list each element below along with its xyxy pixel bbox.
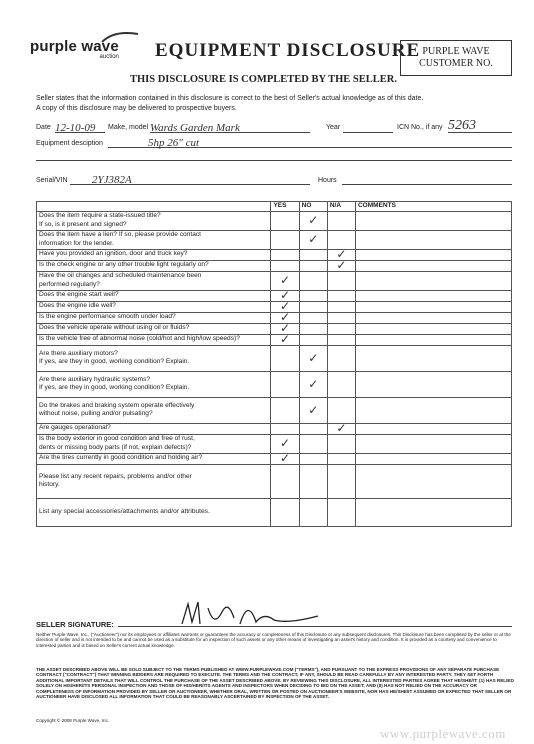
question-cell: Is the check engine or any other trouble light regularly on?: [37, 260, 271, 271]
icn-field[interactable]: [448, 116, 512, 133]
no-checkbox[interactable]: [299, 453, 327, 464]
checkmark-icon: ✓: [280, 288, 291, 303]
checkmark-icon: ✓: [308, 350, 319, 365]
yes-checkbox[interactable]: [271, 334, 299, 345]
yes-checkbox[interactable]: [271, 397, 299, 423]
table-row: [37, 464, 512, 498]
table-row: [37, 453, 512, 464]
logo-text: purple wave: [30, 38, 119, 55]
question-cell: Does the item require a state-issued title? If so, is it present and signed?: [37, 211, 271, 230]
table-row: [37, 371, 512, 397]
no-checkbox[interactable]: [299, 271, 327, 290]
table-row: [37, 498, 512, 526]
question-cell: Are there auxiliary hydraulic systems? If yes, are they in good, working condition? Explain.: [37, 371, 271, 397]
table-row: [37, 271, 512, 290]
description-label: Equipment desciption: [36, 140, 103, 147]
wave-swoosh-icon: [100, 30, 140, 44]
header-comments: COMMENTS: [355, 202, 511, 212]
comments-cell[interactable]: [355, 464, 511, 498]
comments-cell[interactable]: [355, 423, 511, 434]
customer-box-line1: PURPLE WAVE: [422, 46, 490, 57]
date-label: Date: [36, 124, 51, 131]
table-row: [37, 397, 512, 423]
question-cell: Is the body exterior in good condition and free of rust, dents or missing body parts (if not, explain defects)?: [37, 434, 271, 453]
disclosure-table: [36, 201, 512, 527]
no-checkbox[interactable]: [299, 423, 327, 434]
yes-checkbox[interactable]: [271, 434, 299, 453]
na-checkbox[interactable]: [327, 230, 355, 249]
yes-checkbox[interactable]: [271, 211, 299, 230]
comments-cell[interactable]: [355, 290, 511, 301]
table-row: [37, 423, 512, 434]
hours-label: Hours: [318, 177, 337, 184]
na-checkbox[interactable]: [327, 397, 355, 423]
comments-cell[interactable]: [355, 301, 511, 312]
comments-cell[interactable]: [355, 345, 511, 371]
yes-checkbox[interactable]: [271, 230, 299, 249]
no-checkbox[interactable]: [299, 260, 327, 271]
question-cell: Does the item have a lien? If so, please provide contact information for the lender.: [37, 230, 271, 249]
na-checkbox[interactable]: [327, 434, 355, 453]
checkmark-icon: ✓: [280, 436, 291, 451]
na-checkbox[interactable]: [327, 345, 355, 371]
comments-cell[interactable]: [355, 230, 511, 249]
table-row: [37, 312, 512, 323]
header-na: N/A: [327, 202, 355, 212]
no-checkbox[interactable]: [299, 211, 327, 230]
table-row: [37, 323, 512, 334]
no-checkbox[interactable]: [299, 301, 327, 312]
question-cell: Does the engine start well?: [37, 290, 271, 301]
na-checkbox[interactable]: [327, 260, 355, 271]
yes-checkbox[interactable]: [271, 345, 299, 371]
no-checkbox[interactable]: [299, 434, 327, 453]
question-cell: Are there auxiliary motors? If yes, are they in good, working condition? Explain.: [37, 345, 271, 371]
no-checkbox[interactable]: [299, 312, 327, 323]
yes-checkbox[interactable]: [271, 260, 299, 271]
make-field[interactable]: [150, 118, 310, 133]
header-no: NO: [299, 202, 327, 212]
no-checkbox[interactable]: [299, 345, 327, 371]
question-cell: Do the brakes and braking system operate effectively without noise, pulling and/or pulsating?: [37, 397, 271, 423]
header-yes: YES: [271, 202, 299, 212]
checkmark-icon: ✓: [280, 310, 291, 325]
checkmark-icon: ✓: [280, 451, 291, 466]
table-row: [37, 301, 512, 312]
watermark: www.purplewave.com: [380, 726, 506, 741]
logo-subtext: auction: [99, 54, 119, 60]
na-checkbox[interactable]: [327, 464, 355, 498]
yes-checkbox[interactable]: [271, 498, 299, 526]
no-checkbox[interactable]: [299, 249, 327, 260]
terms-text: THE ASSET DESCRIBED ABOVE WILL BE SOLD SUBJECT TO THE TERMS PUBLISHED AT WWW.PURPLEWAVE.COM ("TERMS"), AND PURSUANT TO THE EXPRESS PROVISIONS OF ANY SEPARATE PURCHASE CONTRACT ("CONTRACT") THAT WINNING BIDDERS ARE REQUIRED TO EXECUTE. THE TERMS AND THE CONTRACT, IF ANY, SHOULD BE READ CAREFULLY BY ANY INTERESTED PARTY. THEY SET FORTH ADDITIONAL IMPORTANT DETAILS THAT WILL CONTROL THE PURCHASE OF THE ASSET DESCRIBED ABOVE. BY REVIEWING THIS DISCLOSURE, ALL INTERESTED PARTIES AGREE THAT HE/SHE/IT: (1) HAS RELIED SOLELY ON HIS/HER/ITS PERSONAL INSPECTION AND THOSE OF HIS/HER/ITS AGENTS AND INSPECTORS WHEN DECIDING TO BID ON THE ASSET; AND (II) HAS NOT RELIED ON THE ACCURACY OR COMPLETENESS OF INFORMATION PROVIDED BY SELLER OR AUCTIONEER, WHETHER ORAL, WRITTEN OR POSTED ON AUCTIONEER'S WEBSITE, NOR HAS HE/SHE/IT ASSUMED OR EXPECTED THAT SELLER OR AUCTIONEER HAVE DISCLOSED ALL INFORMATION THAT COULD BE REASONABLY ASCERTAINED BY INSPECTION OF THE ASSET.: [36, 667, 514, 700]
icn-value: 5263: [448, 118, 476, 133]
comments-cell[interactable]: [355, 453, 511, 464]
checkmark-icon: ✓: [308, 232, 319, 247]
make-label: Make, model: [108, 124, 149, 131]
table-row: [37, 334, 512, 345]
na-checkbox[interactable]: [327, 323, 355, 334]
table-row: [37, 211, 512, 230]
comments-cell[interactable]: [355, 323, 511, 334]
question-cell: Have the oil changes and scheduled maintenance been performed regularly?: [37, 271, 271, 290]
yes-checkbox[interactable]: [271, 249, 299, 260]
comments-cell[interactable]: [355, 211, 511, 230]
no-checkbox[interactable]: [299, 290, 327, 301]
table-row: [37, 290, 512, 301]
comments-cell[interactable]: [355, 371, 511, 397]
question-cell: Please list any recent repairs, problems and/or other history.: [37, 464, 271, 498]
na-checkbox[interactable]: [327, 211, 355, 230]
table-row: [37, 230, 512, 249]
na-checkbox[interactable]: [327, 271, 355, 290]
comments-cell[interactable]: [355, 498, 511, 526]
checkmark-icon: ✓: [308, 402, 319, 417]
checkmark-icon: ✓: [308, 213, 319, 228]
no-checkbox[interactable]: [299, 397, 327, 423]
question-cell: Are the tires currently in good condition and holding air?: [37, 453, 271, 464]
comments-cell[interactable]: [355, 397, 511, 423]
comments-cell[interactable]: [355, 260, 511, 271]
year-label: Year: [326, 124, 341, 131]
na-checkbox[interactable]: [327, 312, 355, 323]
intro-line1: Seller states that the information contained in this disclosure is correct to the best of Seller's actual knowledge as of this date.: [36, 95, 424, 102]
customer-number-box: [400, 40, 512, 76]
date-field[interactable]: [55, 118, 105, 133]
description-value: 5hp 26" cut: [148, 137, 200, 149]
question-cell: Is the engine performance smooth under load?: [37, 312, 271, 323]
description-line-2: [36, 156, 512, 161]
checkmark-icon: ✓: [280, 273, 291, 288]
purple-wave-logo: [30, 38, 119, 60]
question-cell: Are gauges operational?: [37, 423, 271, 434]
icn-label: ICN No., if any: [397, 124, 443, 131]
na-checkbox[interactable]: [327, 334, 355, 345]
hours-field[interactable]: [342, 170, 512, 185]
checkmark-icon: ✓: [308, 376, 319, 391]
question-cell: Does the vehicle operate without using oil or fluids?: [37, 323, 271, 334]
checkmark-icon: ✓: [336, 258, 347, 273]
no-checkbox[interactable]: [299, 464, 327, 498]
customer-box-line2: CUSTOMER NO.: [419, 58, 493, 69]
checkmark-icon: ✓: [280, 299, 291, 314]
no-checkbox[interactable]: [299, 323, 327, 334]
na-checkbox[interactable]: [327, 453, 355, 464]
yes-checkbox[interactable]: [271, 423, 299, 434]
na-checkbox[interactable]: [327, 498, 355, 526]
table-header-row: [37, 202, 512, 212]
yes-checkbox[interactable]: [271, 371, 299, 397]
header-question: [37, 202, 271, 212]
serial-label: Serial/VIN: [36, 177, 68, 184]
page-title: EQUIPMENT DISCLOSURE: [155, 40, 421, 61]
yes-checkbox[interactable]: [271, 453, 299, 464]
copyright-text: Copyright © 2008 Purple Wave, Inc.: [36, 718, 110, 723]
intro-text: [36, 94, 516, 114]
checkmark-icon: ✓: [280, 332, 291, 347]
na-checkbox[interactable]: [327, 423, 355, 434]
handwritten-signature: [178, 598, 328, 630]
no-checkbox[interactable]: [299, 334, 327, 345]
date-value: 12-10-09: [55, 122, 96, 134]
yes-checkbox[interactable]: [271, 464, 299, 498]
na-checkbox[interactable]: [327, 371, 355, 397]
question-cell: Does the engine idle well?: [37, 301, 271, 312]
comments-cell[interactable]: [355, 312, 511, 323]
comments-cell[interactable]: [355, 334, 511, 345]
comments-cell[interactable]: [355, 434, 511, 453]
question-cell: Have you provided an ignition, door and truck key?: [37, 249, 271, 260]
checkmark-icon: ✓: [336, 247, 347, 262]
table-row: [37, 345, 512, 371]
question-cell: Is the vehicle free of abnormal noise (cold/hot and high/low speeds)?: [37, 334, 271, 345]
na-checkbox[interactable]: [327, 301, 355, 312]
na-checkbox[interactable]: [327, 290, 355, 301]
year-field[interactable]: [343, 118, 393, 133]
table-row: [37, 434, 512, 453]
make-value: Wards Garden Mark: [150, 122, 240, 134]
yes-checkbox[interactable]: [271, 271, 299, 290]
serial-value: 2YJ382A: [92, 174, 132, 186]
seller-signature-label: SELLER SIGNATURE:: [36, 620, 114, 629]
checkmark-icon: ✓: [280, 321, 291, 336]
page-subtitle: THIS DISCLOSURE IS COMPLETED BY THE SELLER.: [130, 74, 397, 85]
comments-cell[interactable]: [355, 271, 511, 290]
comments-cell[interactable]: [355, 249, 511, 260]
no-checkbox[interactable]: [299, 371, 327, 397]
no-checkbox[interactable]: [299, 230, 327, 249]
table-row: [37, 260, 512, 271]
description-field[interactable]: [108, 133, 512, 148]
question-cell: List any special accessories/attachments and/or attributes.: [37, 498, 271, 526]
intro-line2: A copy of this disclosure may be delivered to prospective buyers.: [36, 105, 237, 112]
checkmark-icon: ✓: [336, 421, 347, 436]
table-row: [37, 249, 512, 260]
no-checkbox[interactable]: [299, 498, 327, 526]
disclaimer-text: Neither Purple Wave, Inc., ("Auctioneer") nor its employees or affiliates warrants or guarantees the accuracy or completeness of this Disclosure or any subsequent disclosures. This Disclosure has been completed by the seller or at the direction of seller and is not intended to be and cannot be used as a substitute for an inspection of such assets or any other means of investigating an asset's history and condition. It is provided as a courtesy and convenience to interested parties and is based on Seller's current actual knowledge.: [36, 632, 511, 648]
serial-field[interactable]: [70, 170, 310, 185]
